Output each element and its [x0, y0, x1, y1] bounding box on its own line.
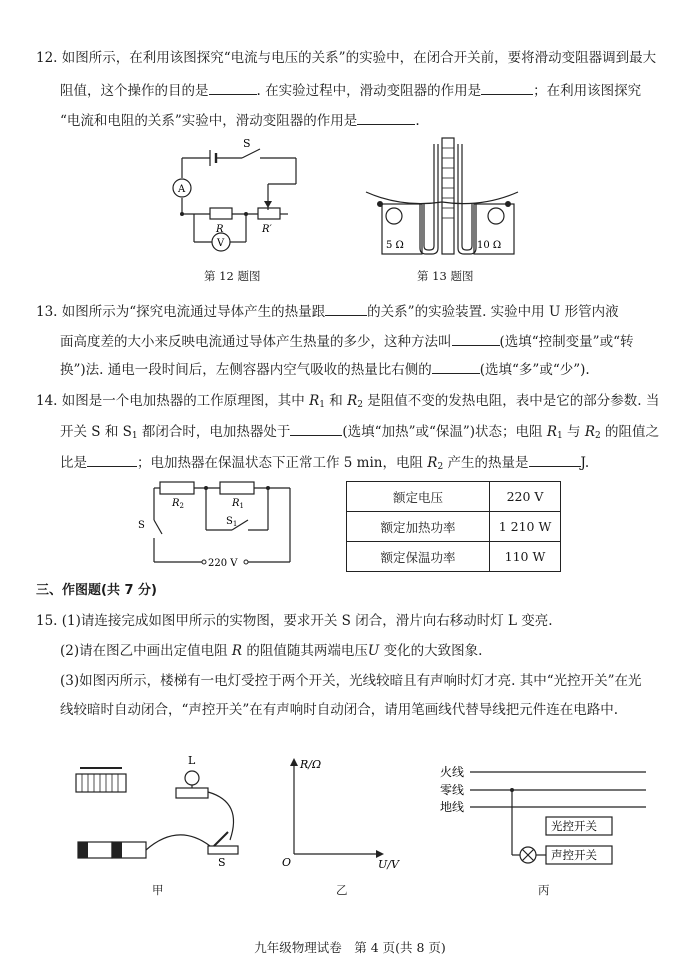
lamp-label: L — [188, 754, 196, 767]
x-axis-label: U/V — [378, 858, 399, 870]
sound-switch-label: 声控开关 — [551, 848, 597, 862]
fig-bing-wiring — [438, 760, 648, 872]
fig12-circuit — [160, 138, 305, 263]
switch-label: S — [243, 138, 251, 150]
fig13-caption: 第 13 题图 — [417, 269, 474, 283]
voltmeter-label: V — [217, 238, 225, 249]
q14-blank-3[interactable] — [529, 453, 581, 468]
fig14-circuit — [130, 476, 300, 572]
fig-bing-caption: 丙 — [538, 883, 550, 897]
resistor-10-label: 10 Ω — [477, 240, 502, 251]
q15-line-4: 线较暗时自动闭合，“声控开关”在有声响时自动闭合，请用笔画线代替导线把元件连在电路中. — [60, 702, 619, 718]
q14-line-3: 比是 ；电加热器在保温状态下正常工作 5 min，电阻 $R_2$ 产生的热量是 J. — [60, 451, 589, 472]
q14-blank-2[interactable] — [87, 453, 137, 468]
q12-line-3: “电流和电阻的关系”实验中，滑动变阻器的作用是 . — [60, 109, 420, 129]
neutral-wire-label: 零线 — [440, 783, 465, 797]
resistor-5-label: 5 Ω — [386, 240, 404, 251]
s1-label: $S_1$ — [226, 516, 238, 528]
r2-label: $R_2$ — [172, 498, 184, 510]
origin-label: O — [282, 856, 292, 869]
light-switch-label: 光控开关 — [551, 819, 597, 833]
q15-line-3: (3)如图丙所示，楼梯有一电灯受控于两个开关，光线较暗且有声响时灯才亮. 其中“光控开关”在光 — [60, 673, 642, 689]
table-row: 额定加热功率 1 210 W — [347, 512, 561, 542]
switch-label-jia: S — [218, 856, 226, 869]
q13-line-3: 换”)法. 通电一段时间后，左侧容器内空气吸收的热量比右侧的 (选填“多”或“少”). — [60, 358, 590, 378]
resistor-rp-label: R′ — [262, 224, 272, 235]
q13-blank-2[interactable] — [452, 332, 500, 347]
resistor-r-label: R — [216, 224, 224, 235]
q13-blank-1[interactable] — [325, 302, 367, 317]
q14-blank-1[interactable] — [290, 422, 342, 437]
fig-yi-caption: 乙 — [336, 883, 348, 897]
q12-blank-3[interactable] — [357, 111, 415, 126]
fig-yi-axes — [280, 754, 400, 870]
q14-line-1: 14. 如图是一个电加热器的工作原理图，其中 $R_1$ 和 $R_2$ 是阻值不变的发热电阻，表中是它的部分参数. 当 — [36, 393, 660, 410]
s-label: S — [138, 520, 145, 531]
fig12-caption: 第 12 题图 — [204, 269, 261, 283]
y-axis-label: R/Ω — [300, 758, 322, 771]
section-heading: 三、作图题(共 7 分) — [36, 583, 157, 598]
q12-line-1: 12. 如图所示，在利用该图探究“电流与电压的关系”的实验中，在闭合开关前，要将滑动变阻器调到最大 — [36, 50, 657, 66]
r1-label: $R_1$ — [232, 498, 244, 510]
q13-line-2: 面高度差的大小来反映电流通过导体产生热量的多少，这种方法叫 (选填“控制变量”或“转 — [60, 330, 633, 350]
q12-blank-1[interactable] — [209, 81, 257, 96]
page-footer: 九年级物理试卷 第 4 页(共 8 页) — [254, 940, 446, 955]
q13-blank-3[interactable] — [432, 360, 480, 375]
ammeter-label: A — [178, 184, 186, 195]
q15-line-1: 15. (1)请连接完成如图甲所示的实物图，要求开关 S 闭合，滑片向右移动时灯 L 变亮. — [36, 613, 553, 629]
q14-line-2: 开关 S 和 $S_1$ 都闭合时，电加热器处于 (选填“加热”或“保温”)状态；电阻 $R_1$ 与 $R_2$ 的阻值之 — [60, 420, 659, 441]
q15-line-2: (2)请在图乙中画出定值电阻 R 的阻值随其两端电压U 变化的大致图象. — [60, 643, 483, 659]
table-row: 额定电压 220 V — [347, 482, 561, 512]
q12-line-2: 阻值，这个操作的目的是 . 在实验过程中，滑动变阻器的作用是 ；在利用该图探究 — [60, 79, 641, 99]
fig-jia-caption: 甲 — [152, 883, 164, 897]
table-row: 额定保温功率 110 W — [347, 542, 561, 572]
fig13-apparatus — [362, 134, 522, 259]
live-wire-label: 火线 — [440, 765, 465, 779]
q13-line-1: 13. 如图所示为“探究电流通过导体产生的热量跟 的关系”的实验装置. 实验中用 U 形管内液 — [36, 300, 619, 320]
q12-blank-2[interactable] — [481, 81, 533, 96]
parameter-table — [346, 481, 561, 572]
voltage-label: 220 V — [208, 558, 238, 569]
ground-wire-label: 地线 — [440, 800, 465, 814]
fig-jia-components — [68, 752, 268, 870]
